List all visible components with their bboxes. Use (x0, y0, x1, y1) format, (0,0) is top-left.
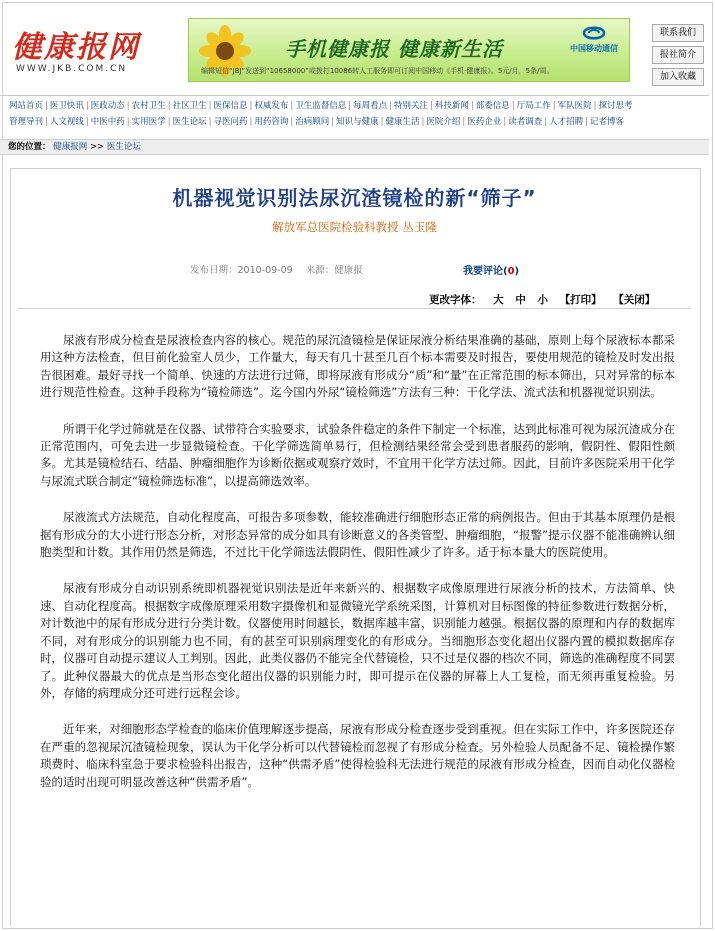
nav-separator: | (45, 117, 48, 127)
breadcrumb (0, 139, 709, 155)
nav-link[interactable]: 每周看点 (353, 101, 388, 111)
nav-link[interactable]: 医保信息 (213, 101, 248, 111)
nav-separator: | (249, 101, 253, 111)
comment-close-paren: ) (514, 266, 520, 277)
nav-link[interactable]: 寻医问药 (213, 117, 248, 127)
article-title: 机器视觉识别法尿沉渣镜检的新“筛子” (172, 186, 537, 210)
nav-separator: | (421, 117, 425, 127)
banner-title: 手机健康报 健康新生活 (285, 37, 503, 61)
nav-separator: | (208, 101, 212, 111)
add-favorite-button[interactable]: 加入收藏 (652, 68, 704, 86)
nav-link[interactable]: 军队医院 (557, 101, 592, 111)
nav-separator: | (331, 117, 335, 127)
logo-url: WWW.JKB.COM.CN (16, 64, 128, 74)
nav-row-1 (8, 99, 633, 111)
nav-link[interactable]: 管理导刊 (9, 117, 44, 127)
nav-link[interactable]: 部委信息 (475, 101, 510, 111)
nav-separator: | (290, 117, 294, 127)
nav-separator: | (208, 117, 212, 127)
article-source: 来源：健康报 (305, 265, 363, 276)
nav-separator: | (544, 117, 548, 127)
nav-separator: | (470, 101, 474, 111)
nav-link[interactable]: 厅局工作 (516, 101, 551, 111)
nav-link[interactable]: 人才招聘 (549, 117, 584, 127)
logo-text: 健康报网 (12, 30, 140, 65)
nav-link[interactable]: 卫生监督信息 (295, 101, 347, 111)
font-small-button[interactable]: 小 (537, 294, 548, 306)
paragraph: 尿液有形成分自动识别系统即机器视觉识别法是近年来新兴的、根据数字成像原理进行尿液分析的技术，方法简单、快速、自动化程度高。根据数字成像原理采用数字摄像机和显微镜光学系统采图，计算机对目标图像的特征参数进行数据分析，对计数池中的尿有形成分进行分类计数。仪器使用时间越长，数据库越丰富，识别能力越强。根据仪器的原理和内存的数据库不同，对有形成分的识别能力也不同，有的甚至可识别病理变化的有形成分。当细胞形态变化超出仪器内置的模拟数据库存时，仪器可自动提示建议人工判别。因此，此类仪器仍不能完全代替镜检，只不过是仪器的档次不同，筛选的准确程度不同罢了。此种仪器最大的优点是当形态变化超出仪器的识别能力时，即可提示在仪器的屏幕上人工复检，而无须再重复检验。另外，存储的病理成分还可进行远程会诊。 (40, 581, 675, 700)
main-nav (0, 95, 709, 132)
nav-separator: | (167, 117, 171, 127)
ad-banner[interactable] (188, 18, 630, 82)
nav-row-2 (8, 115, 625, 127)
paragraph: 尿液有形成分检查是尿液检查内容的核心。规范的尿沉渣镜检是保证尿液分析结果准确的基础，原则上每个尿液标本都采用这种方法检查，但目前化验室人员少，工作量大，每天有几十甚至几百个标本需要及时报告，要使用规范的镜检及时发出报告很困难。最好寻找一个简单、快速的方法进行过筛，即将尿液有形成分“质”和“量”在正常范围的标本筛出，只对异常的标本进行规范性检查。这种手段称为“镜检筛选”。迄今国内外尿“镜检筛选”方法有三种：干化学法、流式法和机器视觉识别法。 (40, 333, 675, 400)
article-body (40, 332, 675, 810)
nav-separator: | (85, 117, 89, 127)
comment-open-paren: ( (503, 266, 508, 277)
contact-us-button[interactable]: 联系我们 (652, 24, 704, 42)
nav-separator: | (593, 101, 597, 111)
print-button[interactable]: 【打印】 (559, 294, 602, 306)
font-size-label: 更改字体： (429, 294, 482, 306)
article-author: 解放军总医院检验科教授 丛玉隆 (272, 220, 437, 234)
nav-separator: | (45, 101, 48, 111)
breadcrumb-section[interactable]: 医生论坛 (106, 142, 141, 152)
partner-line: 中国移动通信 (570, 44, 618, 53)
paragraph: 近年来，对细胞形态学检查的临床价值理解逐步提高，尿液有形成分检查逐步受到重视。但在实际工作中，许多医院还存在严重的忽视尿沉渣镜检现象，误认为干化学分析可以代替镜检而忽视了有形成分检查。另外检验人员配备不足、镜检操作繁琐费时、临床科室急于要求检验科出报告，这种“供需矛盾”使得检验科无法进行规范的尿液有形成分检查，因而自动化仪器检验的适时出现可明显改善这种“供需矛盾”。 (40, 722, 675, 789)
nav-separator: | (126, 101, 130, 111)
nav-link[interactable]: 医药企业 (467, 117, 502, 127)
nav-link[interactable]: 探讨思考 (598, 101, 633, 111)
publish-date: 发布日期：2010-09-09 (190, 265, 293, 276)
nav-link[interactable]: 社区卫生 (172, 101, 207, 111)
nav-link[interactable]: 科技新闻 (434, 101, 469, 111)
breadcrumb-label: 您的位置： (8, 142, 51, 152)
nav-separator: | (380, 117, 384, 127)
site-header (0, 0, 709, 90)
nav-link[interactable]: 权威发布 (254, 101, 289, 111)
nav-separator: | (430, 101, 433, 111)
nav-link[interactable]: 健康生活 (385, 117, 420, 127)
paragraph: 尿液流式方法规范，自动化程度高，可报告多项参数，能较准确进行细胞形态正常的病例报告。但由于其基本原理仍是根据有形成分的大小进行形态分析，对形态异常的成分如具有诊断意义的各类管型、肿瘤细胞，“报警”提示仪器不能准确辨认细胞类型和计数。其作用仍然是筛选，不过比干化学筛选法假阴性、假阳性减少了许多。适于标本量大的医院使用。 (40, 510, 675, 560)
nav-separator: | (249, 117, 253, 127)
paragraph: 所谓干化学过筛就是在仪器、试带符合实验要求，试验条件稳定的条件下制定一个标准，达到此标准可视为尿沉渣成分在正常范围内，可免去进一步显微镜检查。干化学筛选简单易行，但检测结果经常会受到患者服药的影响，假阴性、假阳性颇多。尤其是镜检结石、结晶、肿瘤细胞作为诊断依据或观察疗效时，不宜用干化学方法过筛。因此，目前许多医院采用干化学与尿流式联合制定“镜检筛选标准”，以提高筛选效率。 (40, 421, 675, 488)
nav-separator: | (389, 101, 393, 111)
nav-link[interactable]: 读者调查 (508, 117, 543, 127)
nav-link[interactable]: 中医中药 (90, 117, 125, 127)
nav-separator: | (552, 101, 556, 111)
nav-separator: | (348, 101, 352, 111)
breadcrumb-separator: >> (89, 142, 105, 152)
banner-subtitle: 编辑短信“JBJ”发送到“10658000”或拨打10086转人工服务即可订阅中国移动《手机·健康报》。5元/月，5条/周。 (201, 67, 554, 75)
nav-link[interactable]: 人文视线 (49, 117, 84, 127)
comment-label: 我要评论 (463, 266, 503, 277)
nav-link[interactable]: 实用医学 (131, 117, 166, 127)
nav-link[interactable]: 用药咨询 (254, 117, 289, 127)
china-mobile-icon (579, 23, 609, 43)
nav-link[interactable]: 网站首页 (9, 101, 44, 111)
nav-separator: | (511, 101, 515, 111)
nav-link[interactable]: 知识与健康 (336, 117, 379, 127)
side-buttons (652, 24, 708, 90)
comment-link[interactable] (463, 262, 519, 277)
article-tools (429, 292, 655, 307)
divider (18, 308, 690, 309)
nav-separator: | (167, 101, 171, 111)
nav-separator: | (85, 101, 89, 111)
nav-link[interactable]: 医政动态 (90, 101, 125, 111)
nav-link[interactable]: 医卫快讯 (49, 101, 84, 111)
nav-separator: | (503, 117, 507, 127)
nav-link[interactable]: 农村卫生 (131, 101, 166, 111)
font-large-button[interactable]: 大 (493, 294, 504, 306)
nav-link[interactable]: 特别关注 (394, 101, 429, 111)
nav-separator: | (462, 117, 466, 127)
nav-separator: | (126, 117, 130, 127)
article-meta (190, 262, 373, 276)
nav-separator: | (585, 117, 588, 127)
nav-link[interactable]: 医生论坛 (172, 117, 207, 127)
nav-link[interactable]: 记者博客 (589, 117, 624, 127)
nav-link[interactable]: 治病顾问 (295, 117, 330, 127)
comment-count: 0 (507, 266, 515, 277)
nav-link[interactable]: 医院介绍 (426, 117, 461, 127)
site-logo[interactable] (12, 22, 157, 80)
close-button[interactable]: 【关闭】 (613, 294, 656, 306)
nav-separator: | (290, 101, 294, 111)
about-button[interactable]: 报社简介 (652, 46, 704, 64)
breadcrumb-home[interactable]: 健康报网 (53, 142, 88, 152)
font-medium-button[interactable]: 中 (515, 294, 526, 306)
china-mobile-logo (565, 23, 623, 57)
